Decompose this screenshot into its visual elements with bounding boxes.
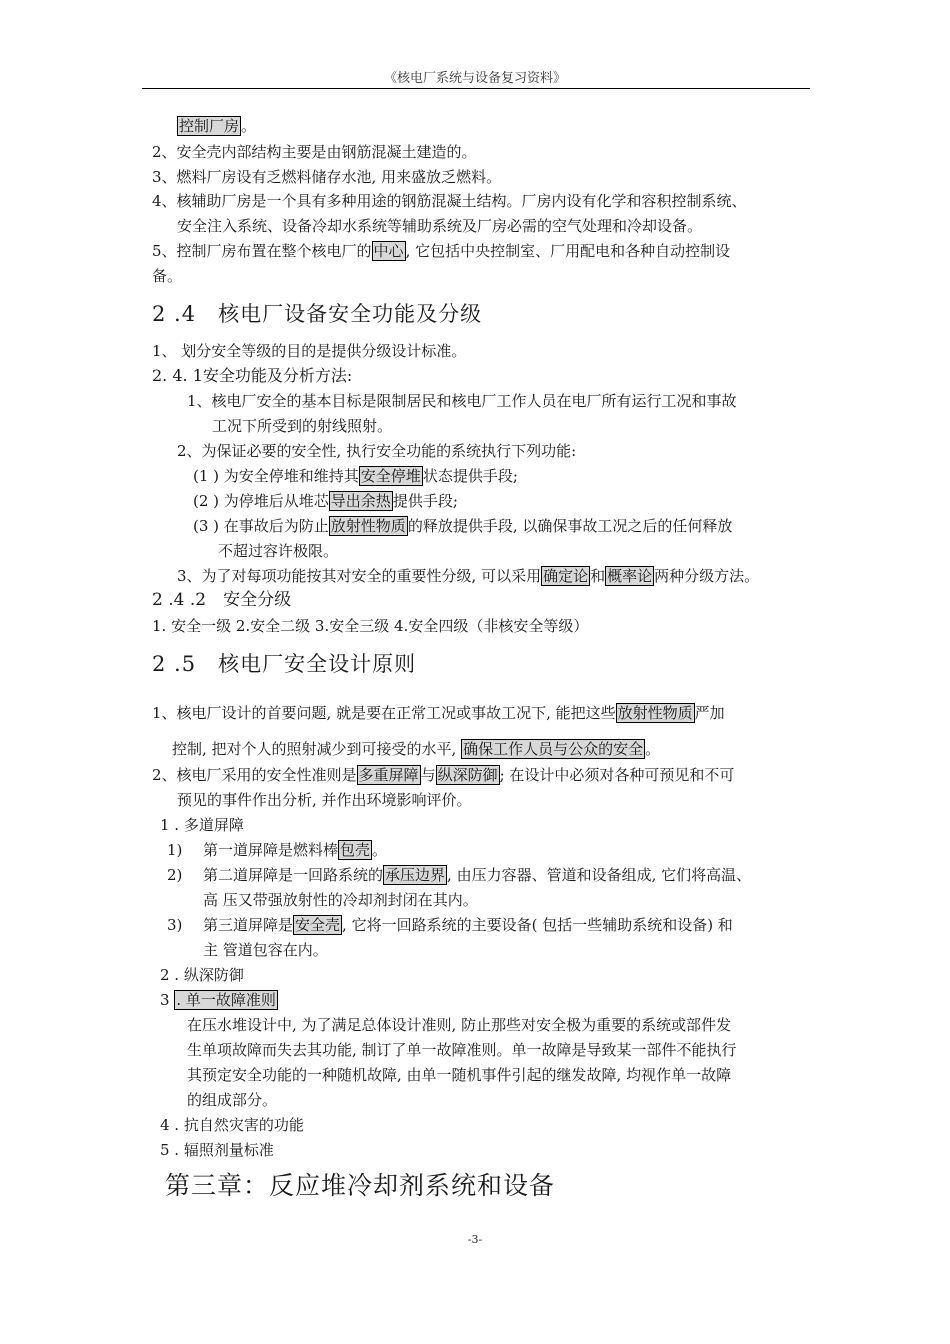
line-l4a: 4、核辅助厂房是一个具有多种用途的钢筋混凝土结构。厂房内设有化学和容积控制系统、	[152, 192, 747, 210]
line-l5a: 5、控制厂房布置在整个核电厂的 中心 , 它包括中央控制室、厂用配电和各种自动控制设	[152, 242, 731, 260]
line-l3: 3、燃料厂房设有乏燃料储存水池, 用来盛放乏燃料。	[152, 168, 502, 186]
line-sf4: 的组成部分。	[187, 1091, 278, 1109]
list-item-m1: 1 . 多道屏障	[160, 816, 244, 834]
line-grades: 1. 安全一级 2.安全二级 3.安全三级 4.安全四级（非核安全等级）	[152, 617, 589, 635]
list-item-m3: 3 . 单一故障准则	[160, 991, 276, 1009]
line-p2b: 预见的事件作出分析, 并作出环境影响评价。	[177, 791, 472, 809]
line-l5b: 备。	[152, 267, 183, 285]
line-p1b: 控制, 把对个人的照射减少到可接受的水平, 确保工作人员与公众的安全 。	[172, 740, 661, 758]
highlight-deterministic: 确定论	[543, 567, 589, 585]
line-p1a: 1、核电厂设计的首要问题, 就是要在正常工况或事故工况下, 能把这些 放射性物质 严加	[152, 704, 725, 722]
barrier-2-number: 2)	[167, 866, 183, 884]
highlight-multiple-barriers: 多重屏障	[358, 766, 419, 784]
line-sf2: 生单项故障而失去其功能, 制订了单一故障准则。单一故障是导致某一部件不能执行	[187, 1041, 737, 1059]
page-number: -3-	[467, 1233, 483, 1246]
section-2-5-heading: 2 .5 核电厂安全设计原则	[152, 652, 417, 676]
line-sf3: 其预定安全功能的一种随机故障, 由单一随机事件引起的继发故障, 均视作单一故障	[187, 1066, 732, 1084]
highlight-defense-in-depth: 纵深防御	[437, 766, 498, 784]
barrier-2-text: 第二道屏障是一回路系统的 承压边界 , 由压力容器、管道和设备组成, 它们将高温、	[203, 866, 752, 884]
line-f1: (1 ) 为安全停堆和维持其 安全停堆 状态提供手段;	[193, 467, 518, 485]
header-rule	[142, 88, 810, 89]
line-sf1: 在压水堆设计中, 为了满足总体设计准则, 防止那些对安全极为重要的系统或部件发	[187, 1016, 732, 1034]
highlight-cladding: 包壳	[340, 841, 371, 859]
highlight-radioactive-material: 放射性物质	[330, 517, 406, 535]
line-l2: 2、安全壳内部结构主要是由钢筋混凝土建造的。	[152, 143, 477, 161]
barrier-3-number: 3)	[167, 916, 183, 934]
line-s1: 1、 划分安全等级的目的是提供分级设计标准。	[152, 342, 467, 360]
line-l1: 控制厂房 。	[179, 117, 257, 135]
list-item-m4: 4 . 抗自然灾害的功能	[160, 1116, 304, 1134]
line-a1a: 1、核电厂安全的基本目标是限制居民和核电厂工作人员在电厂所有运行工况和事故	[187, 392, 737, 410]
barrier-2-text-cont: 高 压又带强放射性的冷却剂封闭在其内。	[203, 891, 478, 909]
line-p2a: 2、核电厂采用的安全性准则是 多重屏障 与 纵深防御 ; 在设计中必须对各种可预见和不可	[152, 766, 735, 784]
line-f3b: 不超过容许极限。	[218, 542, 339, 560]
highlight-ensure-safety: 确保工作人员与公众的安全	[463, 740, 644, 758]
line-a1b: 工况下所受到的射线照射。	[212, 417, 393, 435]
line-f2: (2 ) 为停堆后从堆芯 导出余热 提供手段;	[193, 492, 458, 510]
running-header: 《核电厂系统与设备复习资料》	[383, 71, 566, 86]
barrier-1-number: 1)	[167, 841, 183, 859]
highlight-single-failure: . 单一故障准则	[176, 991, 276, 1009]
chapter-3-heading: 第三章：反应堆冷却剂系统和设备	[165, 1171, 556, 1200]
line-a2: 2、为保证必要的安全性, 执行安全功能的系统执行下列功能:	[177, 442, 577, 460]
highlight-probabilistic: 概率论	[607, 567, 653, 585]
line-l4b: 安全注入系统、设备冷却水系统等辅助系统及厂房必需的空气处理和冷却设备。	[177, 217, 703, 235]
list-item-m2: 2 . 纵深防御	[160, 966, 244, 984]
highlight-center: 中心	[373, 242, 404, 260]
highlight-control-building: 控制厂房	[179, 117, 240, 135]
section-2-4-heading: 2 .4 核电厂设备安全功能及分级	[152, 302, 483, 326]
barrier-3-text: 第三道屏障是 安全壳 , 它将一回路系统的主要设备( 包括一些辅助系统和设备) 和	[203, 916, 733, 934]
highlight-containment: 安全壳	[295, 916, 341, 934]
barrier-1-text: 第一道屏障是燃料棒 包壳 。	[203, 841, 388, 859]
line-a3: 3、为了对每项功能按其对安全的重要性分级, 可以采用 确定论 和 概率论 两种分级方法。	[177, 567, 760, 585]
barrier-3-text-cont: 主 管道包容在内。	[203, 941, 328, 959]
line-f3a: (3 ) 在事故后为防止 放射性物质 的释放提供手段, 以确保事故工况之后的任何释放	[193, 517, 733, 535]
section-2-4-2-heading: 2 .4 .2 安全分级	[152, 590, 292, 610]
highlight-pressure-boundary: 承压边界	[385, 866, 446, 884]
list-item-m5: 5 . 辐照剂量标准	[160, 1141, 274, 1159]
highlight-residual-heat: 导出余热	[330, 492, 391, 510]
highlight-radioactive-material-2: 放射性物质	[617, 704, 693, 722]
section-2-4-1-heading: 2. 4. 1安全功能及分析方法:	[152, 366, 353, 385]
highlight-safe-shutdown: 安全停堆	[360, 467, 421, 485]
